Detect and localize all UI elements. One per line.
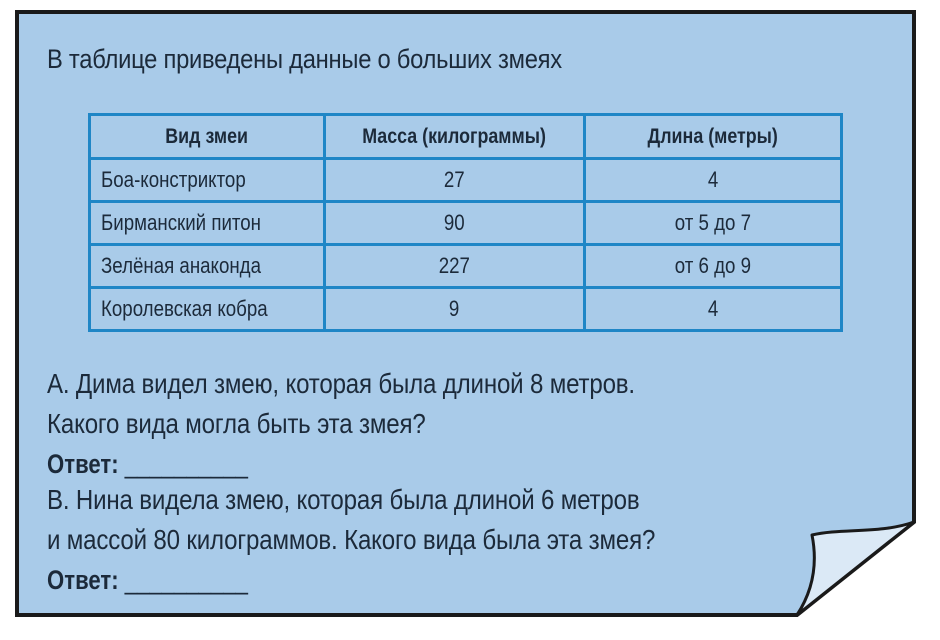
mass-cell: 27: [325, 159, 585, 202]
species-cell: Бирманский питон: [90, 202, 325, 245]
answer-a: [47, 449, 248, 480]
answer-b: [47, 565, 248, 596]
table-row: [90, 245, 842, 288]
mass-cell: 90: [325, 202, 585, 245]
length-cell: от 6 до 9: [585, 245, 842, 288]
table-row: [90, 159, 842, 202]
header-mass: Масса (килограммы): [325, 115, 585, 159]
answer-b-blank: __________: [124, 565, 248, 595]
species-cell: Боа-констриктор: [90, 159, 325, 202]
species-cell: Зелёная анаконда: [90, 245, 325, 288]
length-cell: от 5 до 7: [585, 202, 842, 245]
answer-a-label: Ответ:: [47, 449, 119, 479]
header-species: Вид змеи: [90, 115, 325, 159]
table-header-row: [90, 115, 842, 159]
question-a-line-1: А. Дима видел змею, которая была длиной 8 метров.: [47, 368, 635, 399]
mass-cell: 227: [325, 245, 585, 288]
intro-text: В таблице приведены данные о больших змеях: [47, 44, 562, 74]
length-cell: 4: [585, 288, 842, 331]
table-row: [90, 288, 842, 331]
header-length: Длина (метры): [585, 115, 842, 159]
mass-cell: 9: [325, 288, 585, 331]
answer-b-label: Ответ:: [47, 565, 119, 595]
snakes-table: [88, 113, 843, 332]
table-row: [90, 202, 842, 245]
question-a-line-2: Какого вида могла быть эта змея?: [47, 408, 426, 439]
question-b-line-2: и массой 80 килограммов. Какого вида была эта змея?: [47, 524, 656, 555]
species-cell: Королевская кобра: [90, 288, 325, 331]
question-b-line-1: В. Нина видела змею, которая была длиной 6 метров: [47, 484, 640, 515]
length-cell: 4: [585, 159, 842, 202]
answer-a-blank: __________: [124, 449, 248, 479]
